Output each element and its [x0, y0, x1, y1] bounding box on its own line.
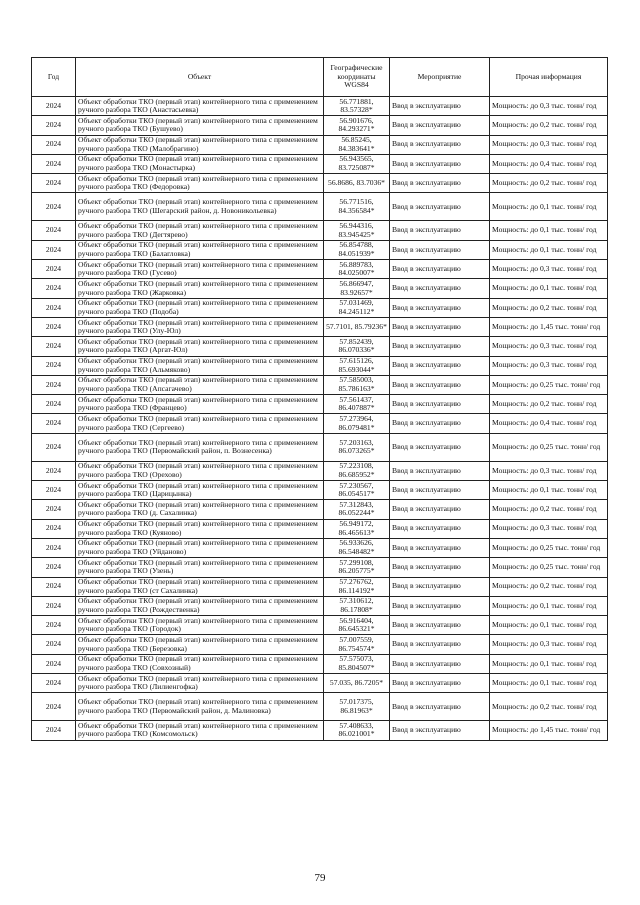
- cell-coordinates: 57.7101, 85.79236*: [324, 317, 390, 336]
- cell-event: Ввод в эксплуатацию: [390, 596, 490, 615]
- cell-year: 2024: [32, 674, 76, 693]
- cell-event: Ввод в эксплуатацию: [390, 500, 490, 519]
- cell-event: Ввод в эксплуатацию: [390, 154, 490, 173]
- table-row: [32, 693, 608, 721]
- cell-event: Ввод в эксплуатацию: [390, 674, 490, 693]
- cell-object: Объект обработки ТКО (первый этап) контейнерного типа с применением ручного разбора ТКО (Узень): [76, 558, 324, 577]
- cell-info: Мощность: до 0,25 тыс. тонн/ год: [490, 558, 608, 577]
- cell-coordinates: 56.943565, 83.725087*: [324, 154, 390, 173]
- header-coordinates: Географические координаты WGS84: [324, 58, 390, 97]
- cell-year: 2024: [32, 221, 76, 240]
- cell-object: Объект обработки ТКО (первый этап) контейнерного типа с применением ручного разбора ТКО (Аргат-Юл): [76, 337, 324, 356]
- cell-object: Объект обработки ТКО (первый этап) контейнерного типа с применением ручного разбора ТКО (Балагловка): [76, 240, 324, 259]
- cell-object: Объект обработки ТКО (первый этап) контейнерного типа с применением ручного разбора ТКО (Сергеево): [76, 414, 324, 433]
- cell-event: Ввод в эксплуатацию: [390, 414, 490, 433]
- header-year: Год: [32, 58, 76, 97]
- cell-info: Мощность: до 0,25 тыс. тонн/ год: [490, 433, 608, 461]
- cell-event: Ввод в эксплуатацию: [390, 433, 490, 461]
- table-row: [32, 519, 608, 538]
- table-row: [32, 174, 608, 193]
- cell-event: Ввод в эксплуатацию: [390, 693, 490, 721]
- table-row: [32, 721, 608, 740]
- cell-info: Мощность: до 0,1 тыс. тонн/ год: [490, 596, 608, 615]
- cell-coordinates: 57.035, 86.7205*: [324, 674, 390, 693]
- cell-object: Объект обработки ТКО (первый этап) контейнерного типа с применением ручного разбора ТКО (д. Сахалинка): [76, 500, 324, 519]
- cell-coordinates: 57.223108, 86.685952*: [324, 461, 390, 480]
- cell-event: Ввод в эксплуатацию: [390, 558, 490, 577]
- cell-object: Объект обработки ТКО (первый этап) контейнерного типа с применением ручного разбора ТКО (Жарковка): [76, 279, 324, 298]
- cell-info: Мощность: до 0,3 тыс. тонн/ год: [490, 97, 608, 116]
- cell-object: Объект обработки ТКО (первый этап) контейнерного типа с применением ручного разбора ТКО (ст Сахалинка): [76, 577, 324, 596]
- cell-coordinates: 57.312843, 86.052244*: [324, 500, 390, 519]
- cell-object: Объект обработки ТКО (первый этап) контейнерного типа с применением ручного разбора ТКО (Первомайский район, д. Малиновка): [76, 693, 324, 721]
- cell-year: 2024: [32, 135, 76, 154]
- table-row: [32, 654, 608, 673]
- cell-coordinates: 56.8686, 83.7036*: [324, 174, 390, 193]
- cell-year: 2024: [32, 721, 76, 740]
- cell-year: 2024: [32, 97, 76, 116]
- cell-event: Ввод в эксплуатацию: [390, 654, 490, 673]
- cell-coordinates: 56.771516, 84.356584*: [324, 193, 390, 221]
- header-event: Мероприятие: [390, 58, 490, 97]
- cell-coordinates: 56.85245, 84.383641*: [324, 135, 390, 154]
- cell-coordinates: 56.854788, 84.051939*: [324, 240, 390, 259]
- cell-info: Мощность: до 0,2 тыс. тонн/ год: [490, 174, 608, 193]
- cell-coordinates: 57.230567, 86.054517*: [324, 481, 390, 500]
- cell-coordinates: 57.276762, 86.114192*: [324, 577, 390, 596]
- cell-event: Ввод в эксплуатацию: [390, 395, 490, 414]
- cell-year: 2024: [32, 500, 76, 519]
- cell-info: Мощность: до 0,2 тыс. тонн/ год: [490, 116, 608, 135]
- cell-object: Объект обработки ТКО (первый этап) контейнерного типа с применением ручного разбора ТКО (Гусево): [76, 260, 324, 279]
- cell-event: Ввод в эксплуатацию: [390, 116, 490, 135]
- cell-object: Объект обработки ТКО (первый этап) контейнерного типа с применением ручного разбора ТКО (Альмяково): [76, 356, 324, 375]
- cell-year: 2024: [32, 461, 76, 480]
- cell-object: Объект обработки ТКО (первый этап) контейнерного типа с применением ручного разбора ТКО (Монастырка): [76, 154, 324, 173]
- cell-object: Объект обработки ТКО (первый этап) контейнерного типа с применением ручного разбора ТКО (Куяново): [76, 519, 324, 538]
- cell-info: Мощность: до 0,2 тыс. тонн/ год: [490, 693, 608, 721]
- cell-year: 2024: [32, 193, 76, 221]
- table-row: [32, 375, 608, 394]
- cell-object: Объект обработки ТКО (первый этап) контейнерного типа с применением ручного разбора ТКО (Улу-Юл): [76, 317, 324, 336]
- cell-info: Мощность: до 0,3 тыс. тонн/ год: [490, 635, 608, 654]
- cell-object: Объект обработки ТКО (первый этап) контейнерного типа с применением ручного разбора ТКО (Лилиенгофка): [76, 674, 324, 693]
- table-row: [32, 337, 608, 356]
- cell-event: Ввод в эксплуатацию: [390, 577, 490, 596]
- table-row: [32, 461, 608, 480]
- cell-event: Ввод в эксплуатацию: [390, 174, 490, 193]
- cell-event: Ввод в эксплуатацию: [390, 461, 490, 480]
- header-object: Объект: [76, 58, 324, 97]
- cell-year: 2024: [32, 538, 76, 557]
- cell-event: Ввод в эксплуатацию: [390, 481, 490, 500]
- table-row: [32, 596, 608, 615]
- cell-object: Объект обработки ТКО (первый этап) контейнерного типа с применением ручного разбора ТКО (Апсагачево): [76, 375, 324, 394]
- cell-info: Мощность: до 0,1 тыс. тонн/ год: [490, 616, 608, 635]
- cell-year: 2024: [32, 616, 76, 635]
- cell-object: Объект обработки ТКО (первый этап) контейнерного типа с применением ручного разбора ТКО (Бушуево): [76, 116, 324, 135]
- cell-coordinates: 57.273964, 86.079481*: [324, 414, 390, 433]
- cell-year: 2024: [32, 693, 76, 721]
- cell-info: Мощность: до 0,25 тыс. тонн/ год: [490, 538, 608, 557]
- cell-event: Ввод в эксплуатацию: [390, 356, 490, 375]
- cell-year: 2024: [32, 577, 76, 596]
- table-row: [32, 414, 608, 433]
- cell-event: Ввод в эксплуатацию: [390, 317, 490, 336]
- cell-info: Мощность: до 0,1 тыс. тонн/ год: [490, 674, 608, 693]
- table-row: [32, 97, 608, 116]
- cell-event: Ввод в эксплуатацию: [390, 279, 490, 298]
- facilities-table: [31, 57, 608, 741]
- cell-event: Ввод в эксплуатацию: [390, 193, 490, 221]
- cell-info: Мощность: до 0,1 тыс. тонн/ год: [490, 221, 608, 240]
- cell-event: Ввод в эксплуатацию: [390, 240, 490, 259]
- table-row: [32, 154, 608, 173]
- cell-event: Ввод в эксплуатацию: [390, 298, 490, 317]
- cell-year: 2024: [32, 558, 76, 577]
- cell-info: Мощность: до 0,2 тыс. тонн/ год: [490, 298, 608, 317]
- cell-event: Ввод в эксплуатацию: [390, 375, 490, 394]
- cell-year: 2024: [32, 260, 76, 279]
- cell-coordinates: 57.007559, 86.754574*: [324, 635, 390, 654]
- cell-info: Мощность: до 0,3 тыс. тонн/ год: [490, 461, 608, 480]
- cell-year: 2024: [32, 174, 76, 193]
- cell-event: Ввод в эксплуатацию: [390, 616, 490, 635]
- table-row: [32, 538, 608, 557]
- cell-coordinates: 57.408633, 86.021001*: [324, 721, 390, 740]
- cell-coordinates: 57.310612, 86.17808*: [324, 596, 390, 615]
- cell-info: Мощность: до 0,1 тыс. тонн/ год: [490, 279, 608, 298]
- cell-year: 2024: [32, 395, 76, 414]
- table-row: [32, 395, 608, 414]
- cell-coordinates: 56.949172, 86.465613*: [324, 519, 390, 538]
- cell-info: Мощность: до 0,2 тыс. тонн/ год: [490, 577, 608, 596]
- cell-event: Ввод в эксплуатацию: [390, 97, 490, 116]
- table-row: [32, 500, 608, 519]
- cell-year: 2024: [32, 433, 76, 461]
- cell-coordinates: 57.852439, 86.070336*: [324, 337, 390, 356]
- table-row: [32, 616, 608, 635]
- cell-year: 2024: [32, 519, 76, 538]
- cell-object: Объект обработки ТКО (первый этап) контейнерного типа с применением ручного разбора ТКО (Царицынка): [76, 481, 324, 500]
- cell-event: Ввод в эксплуатацию: [390, 260, 490, 279]
- cell-info: Мощность: до 0,1 тыс. тонн/ год: [490, 193, 608, 221]
- cell-object: Объект обработки ТКО (первый этап) контейнерного типа с применением ручного разбора ТКО (Уйданово): [76, 538, 324, 557]
- cell-event: Ввод в эксплуатацию: [390, 221, 490, 240]
- table-row: [32, 558, 608, 577]
- cell-info: Мощность: до 0,3 тыс. тонн/ год: [490, 356, 608, 375]
- cell-info: Мощность: до 0,1 тыс. тонн/ год: [490, 240, 608, 259]
- cell-coordinates: 57.561437, 86.407887*: [324, 395, 390, 414]
- cell-year: 2024: [32, 596, 76, 615]
- cell-coordinates: 57.615126, 85.693044*: [324, 356, 390, 375]
- cell-event: Ввод в эксплуатацию: [390, 337, 490, 356]
- cell-info: Мощность: до 0,3 тыс. тонн/ год: [490, 337, 608, 356]
- cell-event: Ввод в эксплуатацию: [390, 635, 490, 654]
- table-row: [32, 317, 608, 336]
- table-header-row: [32, 58, 608, 97]
- cell-year: 2024: [32, 279, 76, 298]
- table-row: [32, 674, 608, 693]
- cell-year: 2024: [32, 154, 76, 173]
- header-info: Прочая информация: [490, 58, 608, 97]
- table-row: [32, 221, 608, 240]
- cell-coordinates: 56.866947, 83.92657*: [324, 279, 390, 298]
- cell-info: Мощность: до 0,4 тыс. тонн/ год: [490, 414, 608, 433]
- table-row: [32, 356, 608, 375]
- cell-coordinates: 57.575073, 85.804507*: [324, 654, 390, 673]
- cell-coordinates: 57.299108, 86.205775*: [324, 558, 390, 577]
- cell-info: Мощность: до 0,1 тыс. тонн/ год: [490, 654, 608, 673]
- cell-object: Объект обработки ТКО (первый этап) контейнерного типа с применением ручного разбора ТКО (Шегарский район, д. Новоникольевка): [76, 193, 324, 221]
- table-row: [32, 260, 608, 279]
- cell-object: Объект обработки ТКО (первый этап) контейнерного типа с применением ручного разбора ТКО (Комсомольск): [76, 721, 324, 740]
- cell-object: Объект обработки ТКО (первый этап) контейнерного типа с применением ручного разбора ТКО (Подоба): [76, 298, 324, 317]
- table-row: [32, 193, 608, 221]
- cell-info: Мощность: до 0,3 тыс. тонн/ год: [490, 260, 608, 279]
- cell-info: Мощность: до 0,2 тыс. тонн/ год: [490, 395, 608, 414]
- cell-object: Объект обработки ТКО (первый этап) контейнерного типа с применением ручного разбора ТКО (Городок): [76, 616, 324, 635]
- table-row: [32, 279, 608, 298]
- cell-event: Ввод в эксплуатацию: [390, 519, 490, 538]
- cell-info: Мощность: до 0,1 тыс. тонн/ год: [490, 481, 608, 500]
- cell-object: Объект обработки ТКО (первый этап) контейнерного типа с применением ручного разбора ТКО (Дегтярево): [76, 221, 324, 240]
- cell-event: Ввод в эксплуатацию: [390, 135, 490, 154]
- cell-coordinates: 57.585003, 85.786163*: [324, 375, 390, 394]
- cell-coordinates: 56.889783, 84.025007*: [324, 260, 390, 279]
- cell-object: Объект обработки ТКО (первый этап) контейнерного типа с применением ручного разбора ТКО (Федоровка): [76, 174, 324, 193]
- cell-info: Мощность: до 0,25 тыс. тонн/ год: [490, 375, 608, 394]
- cell-coordinates: 57.203163, 86.073265*: [324, 433, 390, 461]
- cell-coordinates: 56.933626, 86.548482*: [324, 538, 390, 557]
- cell-year: 2024: [32, 654, 76, 673]
- table-row: [32, 240, 608, 259]
- cell-object: Объект обработки ТКО (первый этап) контейнерного типа с применением ручного разбора ТКО (Первомайский район, п. Вознесенка): [76, 433, 324, 461]
- cell-event: Ввод в эксплуатацию: [390, 721, 490, 740]
- cell-object: Объект обработки ТКО (первый этап) контейнерного типа с применением ручного разбора ТКО (Анастасьевка): [76, 97, 324, 116]
- cell-object: Объект обработки ТКО (первый этап) контейнерного типа с применением ручного разбора ТКО (Совхозный): [76, 654, 324, 673]
- cell-info: Мощность: до 0,3 тыс. тонн/ год: [490, 135, 608, 154]
- cell-year: 2024: [32, 414, 76, 433]
- table-row: [32, 481, 608, 500]
- cell-year: 2024: [32, 337, 76, 356]
- cell-info: Мощность: до 1,45 тыс. тонн/ год: [490, 721, 608, 740]
- table-row: [32, 298, 608, 317]
- cell-coordinates: 56.771881, 83.57328*: [324, 97, 390, 116]
- page-number: 79: [314, 872, 326, 884]
- table-row: [32, 135, 608, 154]
- cell-year: 2024: [32, 317, 76, 336]
- cell-coordinates: 56.901676, 84.293271*: [324, 116, 390, 135]
- cell-info: Мощность: до 0,3 тыс. тонн/ год: [490, 519, 608, 538]
- table-row: [32, 577, 608, 596]
- cell-year: 2024: [32, 240, 76, 259]
- cell-object: Объект обработки ТКО (первый этап) контейнерного типа с применением ручного разбора ТКО (Рождественка): [76, 596, 324, 615]
- cell-coordinates: 57.031469, 84.245112*: [324, 298, 390, 317]
- cell-info: Мощность: до 0,4 тыс. тонн/ год: [490, 154, 608, 173]
- cell-year: 2024: [32, 356, 76, 375]
- cell-object: Объект обработки ТКО (первый этап) контейнерного типа с применением ручного разбора ТКО (Францево): [76, 395, 324, 414]
- cell-year: 2024: [32, 298, 76, 317]
- cell-event: Ввод в эксплуатацию: [390, 538, 490, 557]
- cell-info: Мощность: до 0,2 тыс. тонн/ год: [490, 500, 608, 519]
- cell-info: Мощность: до 1,45 тыс. тонн/ год: [490, 317, 608, 336]
- cell-coordinates: 56.916404, 86.645321*: [324, 616, 390, 635]
- cell-year: 2024: [32, 116, 76, 135]
- table-body: [32, 97, 608, 741]
- table-row: [32, 635, 608, 654]
- cell-object: Объект обработки ТКО (первый этап) контейнерного типа с применением ручного разбора ТКО (Малобрагино): [76, 135, 324, 154]
- cell-year: 2024: [32, 635, 76, 654]
- cell-object: Объект обработки ТКО (первый этап) контейнерного типа с применением ручного разбора ТКО (Орехово): [76, 461, 324, 480]
- table-row: [32, 433, 608, 461]
- cell-object: Объект обработки ТКО (первый этап) контейнерного типа с применением ручного разбора ТКО (Березовка): [76, 635, 324, 654]
- cell-coordinates: 56.944316, 83.945425*: [324, 221, 390, 240]
- cell-coordinates: 57.017375, 86.81963*: [324, 693, 390, 721]
- cell-year: 2024: [32, 375, 76, 394]
- cell-year: 2024: [32, 481, 76, 500]
- table-row: [32, 116, 608, 135]
